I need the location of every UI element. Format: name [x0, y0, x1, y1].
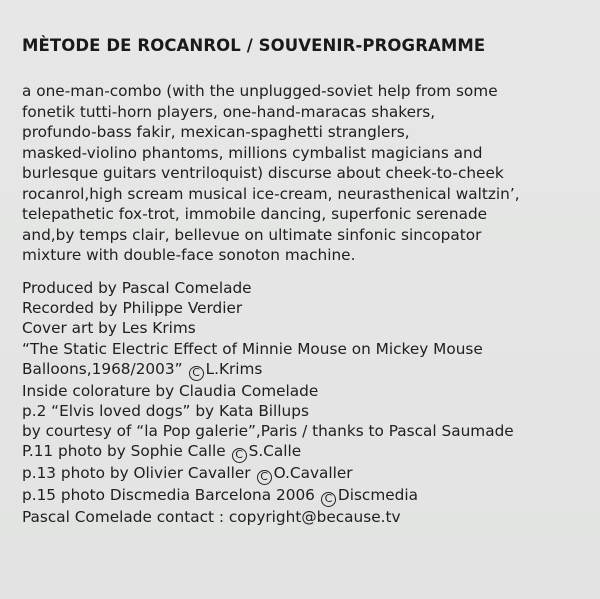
- description-paragraph: [22, 81, 592, 266]
- description-line: fonetik tutti-horn players, one-hand-maracas shakers,: [22, 102, 436, 121]
- credit-courtesy: by courtesy of “la Pop galerie”,Paris / thanks to Pascal Saumade: [22, 422, 514, 441]
- p15-copyright-holder: Discmedia: [337, 486, 418, 505]
- artwork-copyright-holder: L.Krims: [205, 359, 263, 378]
- description-line: rocanrol,high scream musical ice-cream, neurasthenical waltzin’,: [22, 184, 520, 203]
- credit-recorded: Recorded by Philippe Verdier: [22, 299, 243, 318]
- copyright-icon: C: [321, 492, 336, 507]
- credit-produced: Produced by Pascal Comelade: [22, 279, 252, 297]
- credit-p2: p.2 “Elvis loved dogs” by Kata Billups: [22, 402, 309, 421]
- copyright-icon: C: [232, 448, 247, 463]
- credit-p13: [22, 463, 592, 485]
- copyright-icon: C: [257, 470, 272, 485]
- description-line: and,by temps clair, bellevue on ultimate sinfonic sincopator: [22, 225, 482, 244]
- description-line: burlesque guitars ventriloquist) discurse about cheek-to-cheek: [22, 164, 504, 182]
- copyright-icon: C: [189, 366, 204, 381]
- p13-text: p.13 photo by Olivier Cavaller: [22, 464, 251, 483]
- credit-p15: [22, 485, 592, 507]
- credit-cover: Cover art by Les Krims: [22, 319, 196, 338]
- credit-artwork-year: [22, 359, 592, 381]
- artwork-year-text: Balloons,1968/2003”: [22, 359, 183, 378]
- credit-artwork-title: “The Static Electric Effect of Minnie Mouse on Mickey Mouse: [22, 339, 483, 358]
- credit-contact: Pascal Comelade contact : copyright@because.tv: [22, 508, 401, 527]
- credit-inside: Inside colorature by Claudia Comelade: [22, 381, 319, 400]
- credit-p11: [22, 441, 592, 463]
- p15-text: p.15 photo Discmedia Barcelona 2006: [22, 486, 315, 505]
- p13-copyright-holder: O.Cavaller: [273, 464, 353, 483]
- description-line: a one-man-combo (with the unplugged-soviet help from some: [22, 82, 498, 100]
- description-line: masked-violino phantoms, millions cymbalist magicians and: [22, 143, 483, 162]
- description-line: mixture with double-face sonoton machine.: [22, 246, 356, 264]
- description-line: telepathetic fox-trot, immobile dancing, superfonic serenade: [22, 205, 488, 223]
- description-line: profundo-bass fakir, mexican-spaghetti stranglers,: [22, 123, 410, 141]
- credits-list: [22, 278, 592, 528]
- p11-text: P.11 photo by Sophie Calle: [22, 442, 226, 461]
- p11-copyright-holder: S.Calle: [248, 442, 302, 461]
- page-title: MÈTODE DE ROCANROL / SOUVENIR-PROGRAMME: [22, 36, 486, 55]
